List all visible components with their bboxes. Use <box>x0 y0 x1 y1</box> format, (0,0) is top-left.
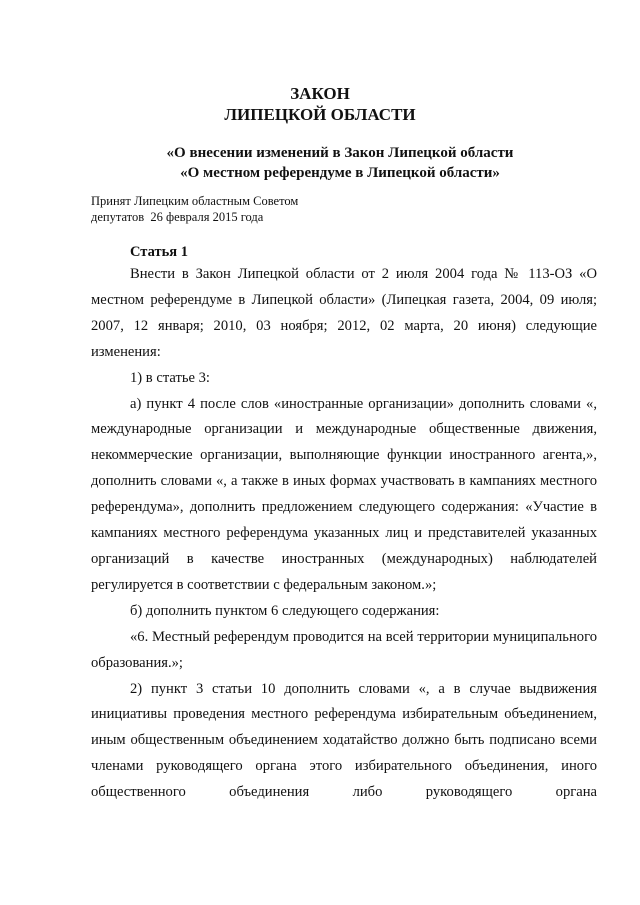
adoption-note-line-2: депутатов 26 февраля 2015 года <box>91 210 264 224</box>
law-title-line-1: ЗАКОН <box>290 84 350 103</box>
article-paragraph-6: 2) пункт 3 статьи 10 дополнить словами «, а в случае выдвижения инициативы проведения местного референдума избирательным объединением, иным общественным объединением ходатайство должно быть подписано всеми членами руководящего органа этого избирательного объединения, иного общественного объединения либо руководящего органа <box>91 680 597 801</box>
article-paragraph-4: б) дополнить пунктом 6 следующего содержания: <box>130 602 440 619</box>
article-paragraph-5: «6. Местный референдум проводится на всей территории муниципального образования.»; <box>91 628 597 671</box>
law-subtitle-line-1: «О внесении изменений в Закон Липецкой области <box>166 145 514 161</box>
article-body <box>91 262 597 806</box>
law-subtitle-line-2: «О местном референдуме в Липецкой области» <box>180 165 500 181</box>
article-paragraph-2: 1) в статье 3: <box>130 369 210 386</box>
article-paragraph-1: Внести в Закон Липецкой области от 2 июля 2004 года № 113-ОЗ «О местном референдуме в Липецкой области» (Липецкая газета, 2004, 09 июля; 2007, 12 января; 2010, 03 ноября; 2012, 02 марта, 20 июня) следующие изменения: <box>91 266 597 360</box>
article-heading: Статья 1 <box>130 244 188 260</box>
adoption-note-line-1: Принят Липецким областным Советом <box>91 194 299 208</box>
law-title-line-2: ЛИПЕЦКОЙ ОБЛАСТИ <box>224 105 416 124</box>
article-paragraph-3: а) пункт 4 после слов «иностранные организации» дополнить словами «, международные организации и международные общественные движения, некоммерческие организации, выполняющие функции иностранного агента,», дополнить словами «, а также в иных формах участвовать в кампаниях местного референдума», дополнить предложением следующего содержания: «Участие в кампаниях местного референдума указанных лиц и представителей указанных организаций в качестве иностранных (международных) наблюдателей регулируется в соответствии с федеральным законом.»; <box>91 395 597 593</box>
